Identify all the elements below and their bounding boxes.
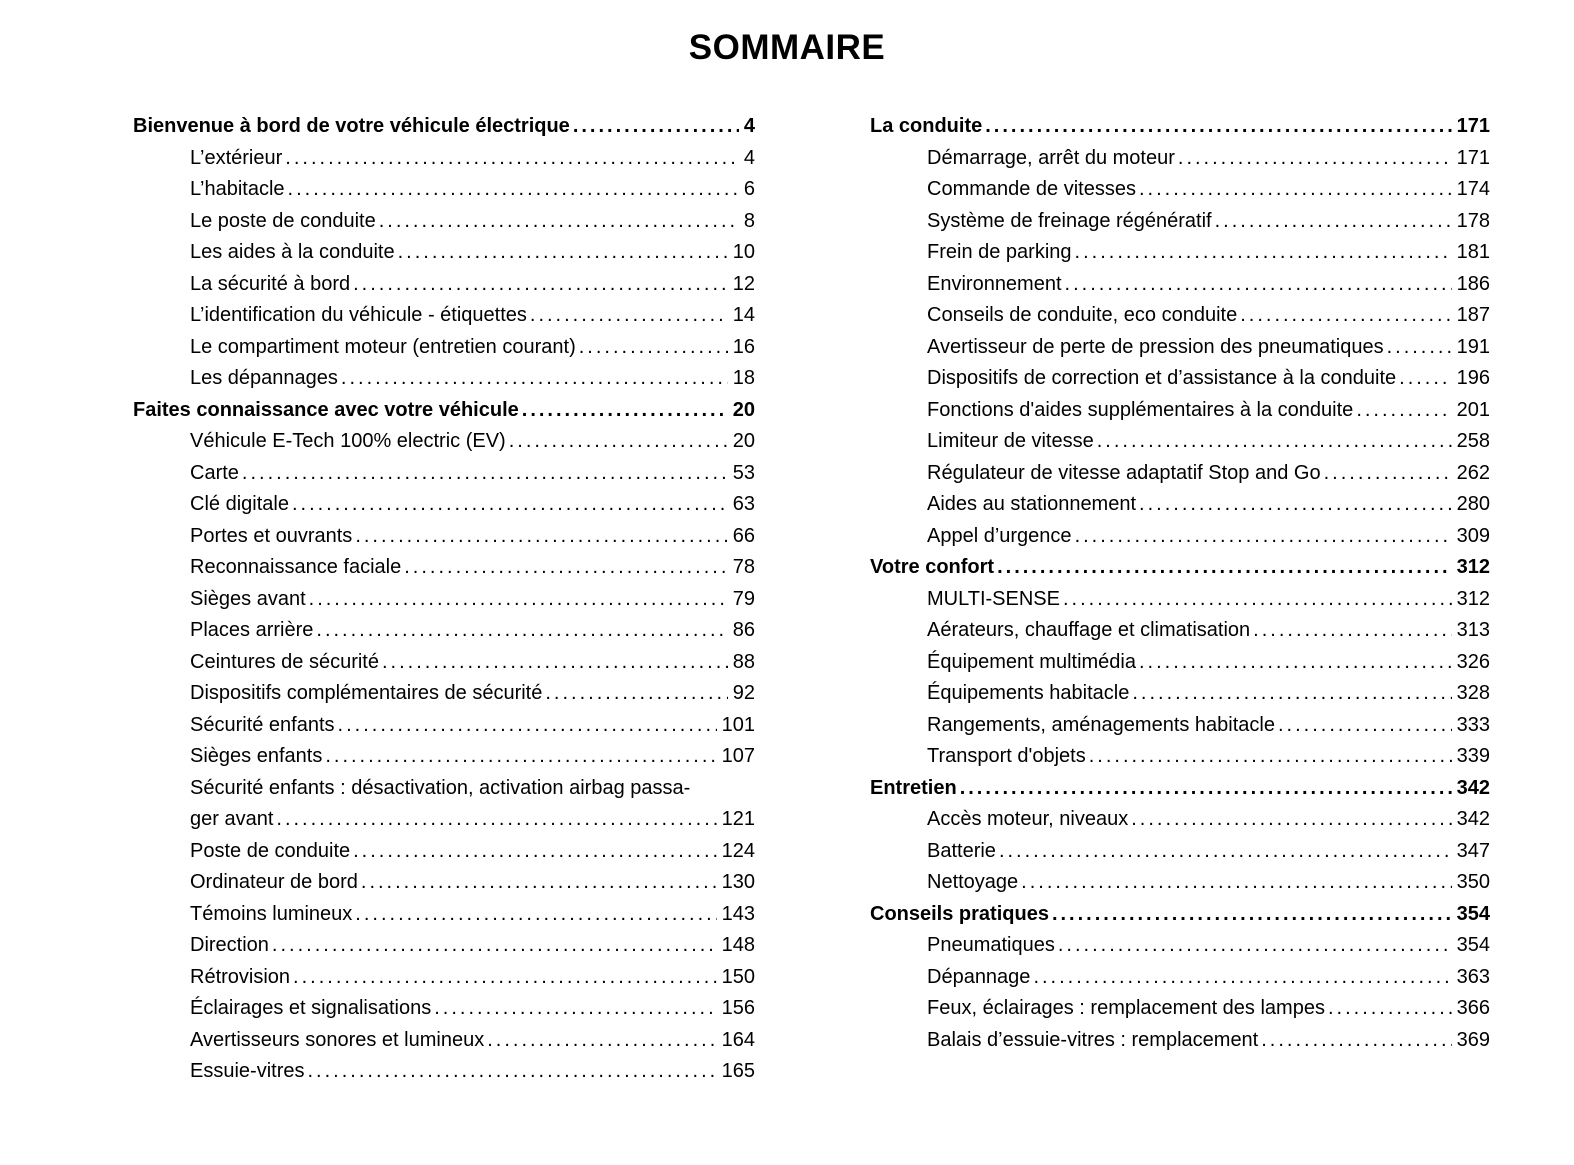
toc-column-right	[870, 111, 1490, 1088]
toc-columns	[133, 111, 1574, 1088]
dot-leader	[1058, 930, 1452, 962]
toc-label: MULTI-SENSE	[927, 587, 1060, 610]
toc-label: Le compartiment moteur (entretien courant)	[190, 335, 576, 358]
page-number: 328	[1456, 682, 1490, 704]
page-number: 186	[1456, 272, 1490, 295]
toc-item-row	[133, 710, 755, 742]
toc-label: Démarrage, arrêt du moteur	[927, 146, 1175, 169]
toc-item-row	[870, 521, 1490, 553]
toc-label: Système de freinage régénératif	[927, 209, 1212, 232]
dot-leader	[325, 741, 716, 773]
toc-item-row	[133, 615, 755, 647]
dot-leader	[292, 489, 728, 521]
toc-item-row	[870, 143, 1490, 175]
toc-label: L’extérieur	[190, 146, 283, 169]
toc-item-row	[133, 867, 755, 899]
dot-leader	[1097, 426, 1452, 458]
dot-leader	[272, 930, 717, 962]
toc-item-row	[870, 930, 1490, 962]
toc-label: Appel d’urgence	[927, 524, 1072, 547]
dot-leader	[1139, 174, 1452, 206]
page-number: 124	[721, 839, 755, 862]
toc-section-row	[870, 111, 1490, 143]
dot-leader	[522, 395, 728, 427]
page-number: 326	[1456, 650, 1490, 673]
page-number: 196	[1456, 367, 1490, 389]
toc-label: Avertisseur de perte de pression des pneumatiques	[927, 335, 1384, 358]
page-number: 171	[1456, 146, 1490, 169]
page-number: 187	[1456, 304, 1490, 326]
toc-item-row	[870, 741, 1490, 773]
dot-leader	[382, 647, 728, 679]
page-number: 309	[1456, 524, 1490, 547]
toc-section-row	[133, 111, 755, 143]
toc-item-row	[133, 426, 755, 458]
toc-label: Balais d’essuie-vitres : remplacement	[927, 1028, 1259, 1051]
dot-leader	[1075, 521, 1452, 553]
toc-item-row	[133, 206, 755, 238]
dot-leader	[288, 174, 739, 206]
toc-label: Carte	[190, 461, 239, 484]
dot-leader	[276, 804, 716, 836]
toc-label: Nettoyage	[927, 871, 1019, 893]
toc-item-row	[870, 1025, 1490, 1057]
toc-item-row	[133, 521, 755, 553]
page-number: 312	[1456, 587, 1490, 610]
page-number: 313	[1456, 619, 1490, 641]
page-title: SOMMAIRE	[688, 28, 886, 67]
page-number: 14	[732, 304, 755, 326]
toc-item-row	[133, 741, 755, 773]
page-number: 262	[1456, 461, 1490, 484]
page-number: 178	[1456, 209, 1490, 232]
toc-label: Faites connaissance avec votre véhicule	[133, 398, 519, 421]
toc-item-row	[133, 899, 755, 931]
toc-label: Ceintures de sécurité	[190, 650, 379, 673]
dot-leader	[999, 836, 1452, 868]
toc-item-row	[870, 174, 1490, 206]
page-number: 312	[1456, 556, 1490, 578]
toc-label: Environnement	[927, 272, 1062, 295]
page-number: 121	[721, 808, 755, 830]
toc-item-row	[870, 363, 1490, 395]
toc-label: Dispositifs de correction et d’assistance à la conduite	[927, 367, 1397, 389]
dot-leader	[1328, 993, 1452, 1025]
toc-item-row	[133, 489, 755, 521]
page-number: 350	[1456, 871, 1490, 893]
toc-label: Fonctions d'aides supplémentaires à la conduite	[927, 398, 1354, 421]
toc-label: Frein de parking	[927, 241, 1072, 263]
toc-label: Ordinateur de bord	[190, 871, 358, 893]
page-number: 143	[721, 902, 755, 925]
toc-label: La conduite	[870, 115, 983, 137]
toc-item-row	[133, 678, 755, 710]
dot-leader	[1261, 1025, 1451, 1057]
toc-item-row	[133, 836, 755, 868]
toc-label: Clé digitale	[190, 493, 289, 515]
dot-leader	[985, 111, 1451, 143]
toc-item-row	[870, 489, 1490, 521]
toc-item-row	[133, 993, 755, 1025]
toc-label: Les aides à la conduite	[190, 241, 395, 263]
toc-label: Rétrovision	[190, 965, 291, 988]
toc-item-row	[133, 1025, 755, 1057]
dot-leader	[285, 143, 739, 175]
toc-label: La sécurité à bord	[190, 272, 351, 295]
page-number: 354	[1456, 934, 1490, 956]
toc-item-row	[870, 647, 1490, 679]
page-number: 342	[1456, 776, 1490, 799]
dot-leader	[1052, 899, 1452, 931]
page-number: 63	[732, 493, 755, 515]
page-number: 171	[1456, 115, 1490, 137]
page-number: 20	[732, 430, 755, 452]
toc-label: Sièges avant	[190, 587, 306, 610]
dot-leader	[530, 300, 728, 332]
toc-label: Véhicule E-Tech 100% electric (EV)	[190, 430, 506, 452]
dot-leader	[1324, 458, 1452, 490]
toc-label: Votre confort	[870, 556, 995, 578]
dot-leader	[353, 836, 717, 868]
toc-item-row	[133, 804, 755, 836]
page-number: 174	[1456, 178, 1490, 200]
page-number: 339	[1456, 745, 1490, 767]
page-number: 191	[1456, 335, 1490, 358]
dot-leader	[293, 962, 717, 994]
page-number: 354	[1456, 902, 1490, 925]
toc-label: Témoins lumineux	[190, 902, 353, 925]
toc-item-row	[870, 269, 1490, 301]
toc-item-row	[870, 993, 1490, 1025]
toc-item-row	[870, 678, 1490, 710]
page-number: 342	[1456, 808, 1490, 830]
dot-leader	[309, 584, 728, 616]
toc-item-row	[133, 647, 755, 679]
toc-label: Équipements habitacle	[927, 682, 1130, 704]
toc-label: L’habitacle	[190, 178, 285, 200]
dot-leader	[573, 111, 739, 143]
toc-label: Direction	[190, 934, 269, 956]
dot-leader	[1278, 710, 1452, 742]
page-number: 165	[721, 1060, 755, 1082]
toc-label: Aérateurs, chauffage et climatisation	[927, 619, 1251, 641]
toc-label: Le poste de conduite	[190, 209, 376, 232]
page-number: 66	[732, 524, 755, 547]
toc-label: Sièges enfants	[190, 745, 323, 767]
toc-section-row	[133, 395, 755, 427]
page-number: 12	[732, 272, 755, 295]
page-number: 164	[721, 1028, 755, 1051]
page-number: 88	[732, 650, 755, 673]
page-number: 4	[743, 115, 755, 137]
toc-item-row	[870, 836, 1490, 868]
toc-label: Sécurité enfants : désactivation, activation airbag passa-	[190, 776, 691, 799]
dot-leader	[1021, 867, 1451, 899]
toc-item-row	[133, 1056, 755, 1088]
dot-leader	[1240, 300, 1451, 332]
dot-leader	[1065, 269, 1452, 301]
toc-item-row	[133, 269, 755, 301]
page-number: 92	[732, 682, 755, 704]
toc-item-row	[133, 332, 755, 364]
toc-item-row	[870, 426, 1490, 458]
dot-leader	[545, 678, 727, 710]
page-number: 181	[1456, 241, 1490, 263]
toc-item-row	[870, 804, 1490, 836]
toc-label: Aides au stationnement	[927, 493, 1137, 515]
page-number: 156	[721, 997, 755, 1019]
page-number: 78	[732, 556, 755, 578]
toc-label: Reconnaissance faciale	[190, 556, 402, 578]
toc-section-row	[870, 899, 1490, 931]
toc-item-row	[133, 458, 755, 490]
toc-item-row	[870, 237, 1490, 269]
toc-item-row	[870, 962, 1490, 994]
dot-leader	[316, 615, 727, 647]
dot-leader	[355, 899, 716, 931]
page-number: 280	[1456, 493, 1490, 515]
toc-label: Places arrière	[190, 619, 314, 641]
toc-label: Les dépannages	[190, 367, 338, 389]
page-number: 366	[1456, 997, 1490, 1019]
dot-leader	[960, 773, 1452, 805]
dot-leader	[242, 458, 728, 490]
toc-label: Accès moteur, niveaux	[927, 808, 1129, 830]
toc-label: Commande de vitesses	[927, 178, 1136, 200]
page-number: 258	[1456, 430, 1490, 452]
toc-label: L’identification du véhicule - étiquettes	[190, 304, 527, 326]
toc-label: Limiteur de vitesse	[927, 430, 1094, 452]
toc-item-row	[133, 584, 755, 616]
toc-label: Éclairages et signalisations	[190, 997, 432, 1019]
toc-label: Portes et ouvrants	[190, 524, 353, 547]
toc-label: Conseils pratiques	[870, 902, 1049, 925]
toc-label: Feux, éclairages : remplacement des lampes	[927, 997, 1325, 1019]
toc-item-row	[870, 584, 1490, 616]
toc-label: Équipement multimédia	[927, 650, 1136, 673]
dot-leader	[487, 1025, 716, 1057]
page-number: 10	[732, 241, 755, 263]
toc-label: Conseils de conduite, eco conduite	[927, 304, 1238, 326]
page-number: 86	[732, 619, 755, 641]
page-number: 18	[732, 367, 755, 389]
page-number: 130	[721, 871, 755, 893]
dot-leader	[361, 867, 717, 899]
dot-leader	[579, 332, 728, 364]
dot-leader	[1399, 363, 1451, 395]
dot-leader	[997, 552, 1452, 584]
page-number: 369	[1456, 1028, 1490, 1051]
toc-section-row	[870, 773, 1490, 805]
dot-leader	[1132, 678, 1451, 710]
dot-leader	[509, 426, 728, 458]
toc-label: Entretien	[870, 776, 957, 799]
dot-leader	[1131, 804, 1451, 836]
dot-leader	[1033, 962, 1451, 994]
page-number: 4	[743, 146, 755, 169]
dot-leader	[404, 552, 728, 584]
toc-label: Transport d'objets	[927, 745, 1086, 767]
page-number: 333	[1456, 713, 1490, 736]
dot-leader	[1356, 395, 1451, 427]
toc-item-row	[133, 930, 755, 962]
toc-label: Dépannage	[927, 965, 1031, 988]
dot-leader	[379, 206, 739, 238]
toc-item-row	[133, 773, 755, 805]
toc-column-left	[133, 111, 755, 1088]
toc-item-row	[133, 237, 755, 269]
toc-label: Bienvenue à bord de votre véhicule électrique	[133, 115, 570, 137]
toc-item-row	[133, 143, 755, 175]
toc-label: Avertisseurs sonores et lumineux	[190, 1028, 485, 1051]
toc-item-row	[870, 332, 1490, 364]
page-number: 347	[1456, 839, 1490, 862]
page-number: 201	[1456, 398, 1490, 421]
page-number: 363	[1456, 965, 1490, 988]
toc-section-row	[870, 552, 1490, 584]
page-number: 6	[743, 178, 755, 200]
page-number: 20	[732, 398, 755, 421]
page-number: 101	[721, 713, 755, 736]
dot-leader	[307, 1056, 716, 1088]
dot-leader	[1178, 143, 1452, 175]
toc-item-row	[133, 174, 755, 206]
toc-item-row	[870, 615, 1490, 647]
toc-item-row	[133, 962, 755, 994]
page-number: 150	[721, 965, 755, 988]
page-number: 53	[732, 461, 755, 484]
toc-label: Batterie	[927, 839, 996, 862]
toc-item-row	[870, 867, 1490, 899]
dot-leader	[1139, 489, 1452, 521]
dot-leader	[1089, 741, 1452, 773]
page-number: 16	[732, 335, 755, 358]
toc-label: Essuie-vitres	[190, 1060, 305, 1082]
dot-leader	[1215, 206, 1452, 238]
toc-label: Pneumatiques	[927, 934, 1055, 956]
toc-label: Dispositifs complémentaires de sécurité	[190, 682, 543, 704]
page-number: 79	[732, 587, 755, 610]
page-number: 8	[743, 209, 755, 232]
toc-item-row	[870, 206, 1490, 238]
dot-leader	[1063, 584, 1452, 616]
page-number: 148	[721, 934, 755, 956]
toc-label: Régulateur de vitesse adaptatif Stop and Go	[927, 461, 1321, 484]
dot-leader	[341, 363, 728, 395]
dot-leader	[1253, 615, 1451, 647]
dot-leader	[1139, 647, 1452, 679]
dot-leader	[398, 237, 728, 269]
toc-label: Poste de conduite	[190, 839, 351, 862]
page-number: 107	[721, 745, 755, 767]
toc-item-row	[133, 300, 755, 332]
dot-leader	[338, 710, 717, 742]
dot-leader	[1387, 332, 1452, 364]
toc-label: Sécurité enfants	[190, 713, 335, 736]
toc-item-row	[870, 458, 1490, 490]
toc-item-row	[870, 300, 1490, 332]
toc-item-row	[870, 395, 1490, 427]
dot-leader	[434, 993, 716, 1025]
toc-item-row	[133, 552, 755, 584]
toc-item-row	[133, 363, 755, 395]
toc-label: Rangements, aménagements habitacle	[927, 713, 1275, 736]
toc-label: ger avant	[190, 808, 274, 830]
dot-leader	[355, 521, 727, 553]
dot-leader	[353, 269, 728, 301]
toc-item-row	[870, 710, 1490, 742]
dot-leader	[1075, 237, 1452, 269]
